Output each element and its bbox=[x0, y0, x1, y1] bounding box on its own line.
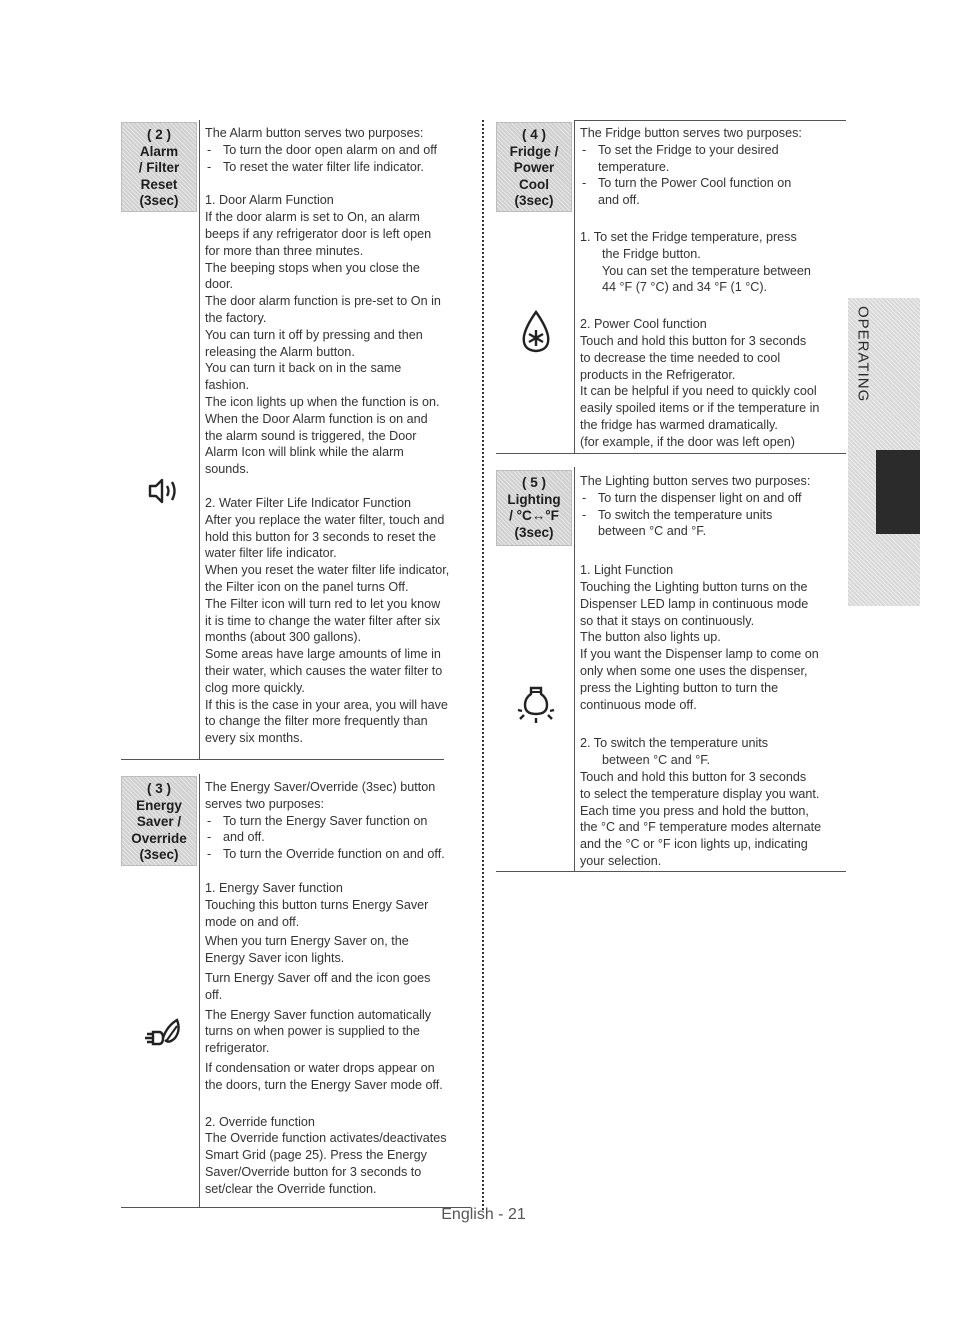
alarm-bullet: - To turn the door open alarm on and off bbox=[205, 142, 475, 159]
text-line: The Override function activates/deactivates bbox=[205, 1131, 447, 1146]
text-line: The icon lights up when the function is on. bbox=[205, 394, 440, 409]
text-line: The door alarm function is pre-set to On in bbox=[205, 294, 441, 309]
text-line: easily spoiled items or if the temperature in bbox=[580, 401, 820, 416]
text-line: Touch and hold this button for 3 seconds bbox=[580, 333, 807, 348]
fridge-bullet: - To turn the Power Cool function on bbox=[580, 175, 842, 192]
fridge-power-cool-badge bbox=[496, 122, 572, 212]
text-line: sounds. bbox=[205, 462, 250, 477]
badge-line: Reset bbox=[140, 176, 178, 192]
fridge-section-top-rule bbox=[574, 120, 846, 121]
text-line: Energy Saver icon lights. bbox=[205, 951, 345, 966]
energy-intro: serves two purposes: bbox=[205, 796, 324, 811]
text-line: off. bbox=[205, 987, 223, 1002]
text-line: The Filter icon will turn red to let you know bbox=[205, 596, 441, 611]
badge-line: ( 4 ) bbox=[521, 127, 546, 142]
text-line: Saver/Override button for 3 seconds to bbox=[205, 1164, 422, 1179]
text-line: hold this button for 3 seconds to reset the bbox=[205, 529, 437, 544]
text-line: products in the Refrigerator. bbox=[580, 367, 736, 382]
text-line: You can turn it back on in the same bbox=[205, 361, 402, 376]
energy-section-rule bbox=[199, 774, 200, 1208]
energy-saver-description bbox=[205, 779, 475, 1198]
text-line: the alarm sound is triggered, the Door bbox=[205, 428, 417, 443]
text-line: The Energy Saver function automatically bbox=[205, 1007, 432, 1022]
lighting-intro: The Lighting button serves two purposes: bbox=[580, 474, 811, 488]
text-line: the fridge has warmed dramatically. bbox=[580, 417, 778, 432]
text-line: After you replace the water filter, touch and bbox=[205, 512, 445, 527]
text-line: The beeping stops when you close the bbox=[205, 260, 420, 275]
text-line: the Filter icon on the panel turns Off. bbox=[205, 579, 409, 594]
text-line: It can be helpful if you need to quickly cool bbox=[580, 384, 817, 399]
door-alarm-title: 1. Door Alarm Function bbox=[205, 193, 334, 208]
badge-line: ( 3 ) bbox=[146, 781, 171, 796]
alarm-intro: The Alarm button serves two purposes: bbox=[205, 126, 424, 140]
text-line: set/clear the Override function. bbox=[205, 1181, 377, 1196]
chapter-side-tab-label bbox=[848, 306, 878, 416]
lighting-description bbox=[580, 473, 842, 870]
text-line: If condensation or water drops appear on bbox=[205, 1060, 435, 1075]
energy-saver-function-title: 1. Energy Saver function bbox=[205, 880, 343, 895]
badge-line: ( 5 ) bbox=[521, 475, 546, 490]
badge-line: / °C↔°F bbox=[509, 508, 559, 524]
lighting-bullet-cont: between °C and °F. bbox=[598, 524, 707, 539]
text-line: the factory. bbox=[205, 310, 267, 325]
text-line: to change the filter more frequently than bbox=[205, 714, 428, 729]
text-line: Turn Energy Saver off and the icon goes bbox=[205, 970, 431, 985]
fridge-bullet-cont: and off. bbox=[598, 193, 640, 208]
switch-units-title: 2. To switch the temperature units bbox=[580, 736, 769, 751]
fridge-section-rule bbox=[574, 120, 575, 454]
text-line: Dispenser LED lamp in continuous mode bbox=[580, 596, 809, 611]
switch-units-title-cont: between °C and °F. bbox=[602, 753, 711, 768]
text-line: Touching the Lighting button turns on the bbox=[580, 579, 808, 594]
lighting-section-rule bbox=[574, 467, 575, 872]
fridge-temp-title: 1. To set the Fridge temperature, press bbox=[580, 229, 797, 244]
text-line: the Fridge button. bbox=[602, 246, 701, 261]
text-line: to select the temperature display you want. bbox=[580, 786, 820, 801]
alarm-section-bottom-rule bbox=[121, 759, 444, 760]
badge-line: Alarm bbox=[139, 143, 179, 159]
lighting-units-badge bbox=[496, 470, 572, 546]
text-line: refrigerator. bbox=[205, 1041, 270, 1056]
text-line: continuous mode off. bbox=[580, 697, 697, 712]
page-number: English - 21 bbox=[441, 1206, 526, 1223]
alarm-description bbox=[205, 125, 475, 747]
badge-line: (3sec) bbox=[514, 193, 554, 209]
badge-line: Override bbox=[131, 830, 187, 846]
speaker-sound-icon bbox=[146, 476, 182, 506]
text-line: turns on when power is supplied to the bbox=[205, 1024, 420, 1039]
alarm-bullet: - To reset the water filter life indicator. bbox=[205, 159, 475, 176]
energy-saver-override-badge bbox=[121, 776, 197, 866]
badge-line: / Filter bbox=[138, 160, 180, 176]
text-line: clog more quickly. bbox=[205, 680, 305, 695]
text-line: only when some one uses the dispenser, bbox=[580, 663, 808, 678]
text-line: If this is the case in your area, you will have bbox=[205, 697, 448, 712]
alarm-section-rule bbox=[199, 120, 200, 760]
water-filter-title: 2. Water Filter Life Indicator Function bbox=[205, 495, 412, 510]
text-line: You can turn it off by pressing and then bbox=[205, 327, 423, 342]
badge-line: ( 2 ) bbox=[146, 127, 171, 142]
text-line: your selection. bbox=[580, 853, 662, 868]
text-line: If the door alarm is set to On, an alarm bbox=[205, 210, 420, 225]
text-line: 44 °F (7 °C) and 34 °F (1 °C). bbox=[602, 280, 768, 295]
badge-line: (3sec) bbox=[139, 193, 179, 209]
text-line: beeps if any refrigerator door is left open bbox=[205, 226, 432, 241]
text-line: fashion. bbox=[205, 378, 250, 393]
text-line: Some areas have large amounts of lime in bbox=[205, 647, 441, 662]
text-line: mode on and off. bbox=[205, 914, 300, 929]
text-line: every six months. bbox=[205, 731, 303, 746]
badge-line: Lighting bbox=[507, 491, 561, 507]
text-line: and the °C or °F icon lights up, indicating bbox=[580, 837, 808, 852]
dispenser-light-bulb-icon bbox=[514, 682, 558, 726]
alarm-filter-reset-badge bbox=[121, 122, 197, 212]
badge-line: Energy bbox=[136, 797, 182, 813]
energy-saver-plug-icon bbox=[143, 1016, 185, 1052]
chapter-label-text: OPERATING bbox=[854, 306, 872, 403]
lighting-section-bottom-rule bbox=[496, 871, 846, 872]
badge-line: (3sec) bbox=[514, 524, 554, 540]
badge-line: Power bbox=[513, 160, 555, 176]
energy-bullet: - To turn the Energy Saver function on bbox=[205, 813, 475, 830]
badge-line: Fridge / bbox=[509, 143, 559, 159]
energy-bullet-cont: - and off. bbox=[205, 829, 475, 846]
badge-line: (3sec) bbox=[139, 847, 179, 863]
text-line: it is time to change the water filter after six bbox=[205, 613, 441, 628]
lighting-bullet: - To turn the dispenser light on and off bbox=[580, 490, 842, 507]
energy-intro: The Energy Saver/Override (3sec) button bbox=[205, 780, 436, 794]
light-function-title: 1. Light Function bbox=[580, 563, 674, 578]
text-line: the °C and °F temperature modes alternate bbox=[580, 820, 822, 835]
power-cool-title: 2. Power Cool function bbox=[580, 317, 707, 332]
column-divider bbox=[482, 120, 484, 1210]
text-line: When the Door Alarm function is on and bbox=[205, 411, 428, 426]
text-line: their water, which causes the water filter to bbox=[205, 663, 443, 678]
text-line: When you turn Energy Saver on, the bbox=[205, 934, 409, 949]
text-line: The button also lights up. bbox=[580, 630, 721, 645]
override-function-title: 2. Override function bbox=[205, 1114, 315, 1129]
text-line: Smart Grid (page 25). Press the Energy bbox=[205, 1148, 427, 1163]
power-cool-snowflake-drop-icon bbox=[520, 310, 552, 354]
text-line: door. bbox=[205, 277, 234, 292]
badge-line: Cool bbox=[519, 176, 549, 192]
text-line: Touching this button turns Energy Saver bbox=[205, 897, 429, 912]
text-line: so that it stays on continuously. bbox=[580, 613, 755, 628]
energy-bullet: - To turn the Override function on and off. bbox=[205, 846, 475, 863]
fridge-intro: The Fridge button serves two purposes: bbox=[580, 126, 802, 140]
text-line: Alarm Icon will blink while the alarm bbox=[205, 445, 404, 460]
fridge-description bbox=[580, 125, 842, 451]
text-line: for more than three minutes. bbox=[205, 243, 364, 258]
text-line: When you reset the water filter life indicator, bbox=[205, 563, 450, 578]
lighting-bullet: - To switch the temperature units bbox=[580, 507, 842, 524]
text-line: If you want the Dispenser lamp to come on bbox=[580, 647, 819, 662]
text-line: (for example, if the door was left open) bbox=[580, 434, 795, 449]
text-line: Each time you press and hold the button, bbox=[580, 803, 809, 818]
text-line: releasing the Alarm button. bbox=[205, 344, 355, 359]
text-line: You can set the temperature between bbox=[602, 263, 811, 278]
chapter-side-tab-marker bbox=[876, 450, 920, 534]
text-line: water filter life indicator. bbox=[205, 546, 337, 561]
text-line: months (about 300 gallons). bbox=[205, 630, 362, 645]
text-line: the doors, turn the Energy Saver mode off. bbox=[205, 1077, 443, 1092]
badge-line: Saver / bbox=[136, 814, 182, 830]
text-line: press the Lighting button to turn the bbox=[580, 680, 779, 695]
fridge-section-bottom-rule bbox=[496, 453, 846, 454]
text-line: to decrease the time needed to cool bbox=[580, 350, 781, 365]
fridge-bullet: - To set the Fridge to your desired bbox=[580, 142, 842, 159]
text-line: Touch and hold this button for 3 seconds bbox=[580, 769, 807, 784]
fridge-bullet-cont: temperature. bbox=[598, 159, 670, 174]
